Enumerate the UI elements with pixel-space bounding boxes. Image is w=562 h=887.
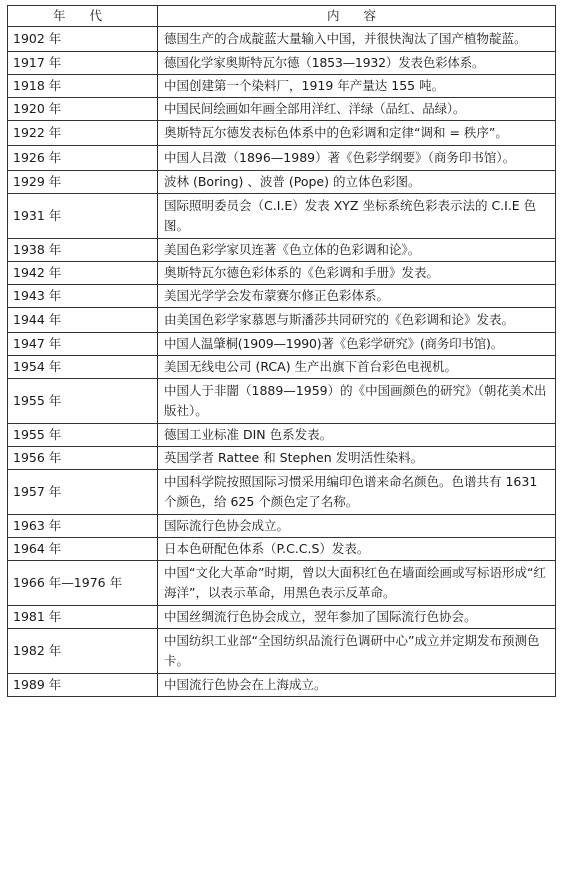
content-cell: 中国纺织工业部“全国纺织品流行色调研中心”成立并定期发布预测色卡。 [158, 629, 556, 674]
table-row [8, 606, 556, 629]
year-cell: 1902 年 [8, 27, 158, 52]
year-cell: 1918 年 [8, 75, 158, 98]
table-row [8, 333, 556, 356]
year-cell: 1920 年 [8, 98, 158, 121]
year-column-header: 年 代 [8, 6, 158, 27]
year-cell: 1944 年 [8, 308, 158, 333]
content-cell: 由美国色彩学家慕恩与斯潘莎共同研究的《色彩调和论》发表。 [158, 308, 556, 333]
year-cell: 1966 年—1976 年 [8, 561, 158, 606]
content-cell: 中国人于非闇（1889—1959）的《中国画颜色的研究》（朝花美术出版社）。 [158, 379, 556, 424]
year-cell: 1956 年 [8, 447, 158, 470]
year-cell: 1942 年 [8, 262, 158, 285]
table-row [8, 538, 556, 561]
content-cell: 奥斯特瓦尔德发表标色体系中的色彩调和定律“调和 = 秩序”。 [158, 121, 556, 146]
year-cell: 1955 年 [8, 379, 158, 424]
content-cell: 波林 (Boring) 、波普 (Pope) 的立体色彩图。 [158, 171, 556, 194]
content-cell: 中国创建第一个染料厂，1919 年产量达 155 吨。 [158, 75, 556, 98]
content-cell: 德国生产的合成靛蓝大量输入中国，并很快淘汰了国产植物靛蓝。 [158, 27, 556, 52]
year-cell: 1917 年 [8, 52, 158, 75]
table-row [8, 515, 556, 538]
table-row [8, 98, 556, 121]
table-row [8, 447, 556, 470]
content-cell: 中国科学院按照国际习惯采用编印色谱来命名颜色。色谱共有 1631 个颜色，给 625 个颜色定了名称。 [158, 470, 556, 515]
table-row [8, 27, 556, 52]
table-row [8, 239, 556, 262]
content-cell: 中国“文化大革命”时期，曾以大面积红色在墙面绘画或写标语形成“红海洋”，以表示革命，用黑色表示反革命。 [158, 561, 556, 606]
year-cell: 1929 年 [8, 171, 158, 194]
table-row [8, 171, 556, 194]
content-cell: 奥斯特瓦尔德色彩体系的《色彩调和手册》发表。 [158, 262, 556, 285]
table-row [8, 470, 556, 515]
table-row [8, 285, 556, 308]
content-cell: 中国流行色协会在上海成立。 [158, 674, 556, 697]
table-row [8, 146, 556, 171]
year-cell: 1955 年 [8, 424, 158, 447]
content-cell: 英国学者 Rattee 和 Stephen 发明活性染料。 [158, 447, 556, 470]
content-cell: 日本色研配色体系（P.C.C.S）发表。 [158, 538, 556, 561]
year-cell: 1947 年 [8, 333, 158, 356]
table-row [8, 75, 556, 98]
year-cell: 1943 年 [8, 285, 158, 308]
table-row [8, 629, 556, 674]
chronology-table [7, 5, 556, 697]
content-cell: 美国无线电公司 (RCA) 生产出旗下首台彩色电视机。 [158, 356, 556, 379]
table-row [8, 356, 556, 379]
year-cell: 1954 年 [8, 356, 158, 379]
year-cell: 1931 年 [8, 194, 158, 239]
content-cell: 中国丝绸流行色协会成立，翌年参加了国际流行色协会。 [158, 606, 556, 629]
table-row [8, 308, 556, 333]
year-cell: 1938 年 [8, 239, 158, 262]
year-cell: 1957 年 [8, 470, 158, 515]
table-row [8, 561, 556, 606]
table-header-row [8, 6, 556, 27]
content-cell: 中国人吕澂（1896—1989）著《色彩学纲要》（商务印书馆）。 [158, 146, 556, 171]
content-cell: 中国民间绘画如年画全部用洋红、洋绿（品红、品绿）。 [158, 98, 556, 121]
table-row [8, 52, 556, 75]
table-row [8, 121, 556, 146]
year-cell: 1926 年 [8, 146, 158, 171]
year-cell: 1982 年 [8, 629, 158, 674]
year-cell: 1922 年 [8, 121, 158, 146]
content-cell: 国际流行色协会成立。 [158, 515, 556, 538]
content-cell: 德国化学家奥斯特瓦尔德（1853—1932）发表色彩体系。 [158, 52, 556, 75]
year-cell: 1963 年 [8, 515, 158, 538]
year-cell: 1964 年 [8, 538, 158, 561]
table-row [8, 194, 556, 239]
content-cell: 国际照明委员会（C.I.E）发表 XYZ 坐标系统色彩表示法的 C.I.E 色图。 [158, 194, 556, 239]
content-cell: 中国人温肇桐(1909—1990)著《色彩学研究》(商务印书馆)。 [158, 333, 556, 356]
content-cell: 美国光学学会发布蒙赛尔修正色彩体系。 [158, 285, 556, 308]
content-cell: 德国工业标准 DIN 色系发表。 [158, 424, 556, 447]
table-row [8, 424, 556, 447]
content-cell: 美国色彩学家贝连著《色立体的色彩调和论》。 [158, 239, 556, 262]
chronology-table-wrapper [7, 5, 555, 697]
table-row [8, 262, 556, 285]
year-cell: 1989 年 [8, 674, 158, 697]
table-row [8, 674, 556, 697]
content-column-header: 内 容 [158, 6, 556, 27]
table-row [8, 379, 556, 424]
year-cell: 1981 年 [8, 606, 158, 629]
